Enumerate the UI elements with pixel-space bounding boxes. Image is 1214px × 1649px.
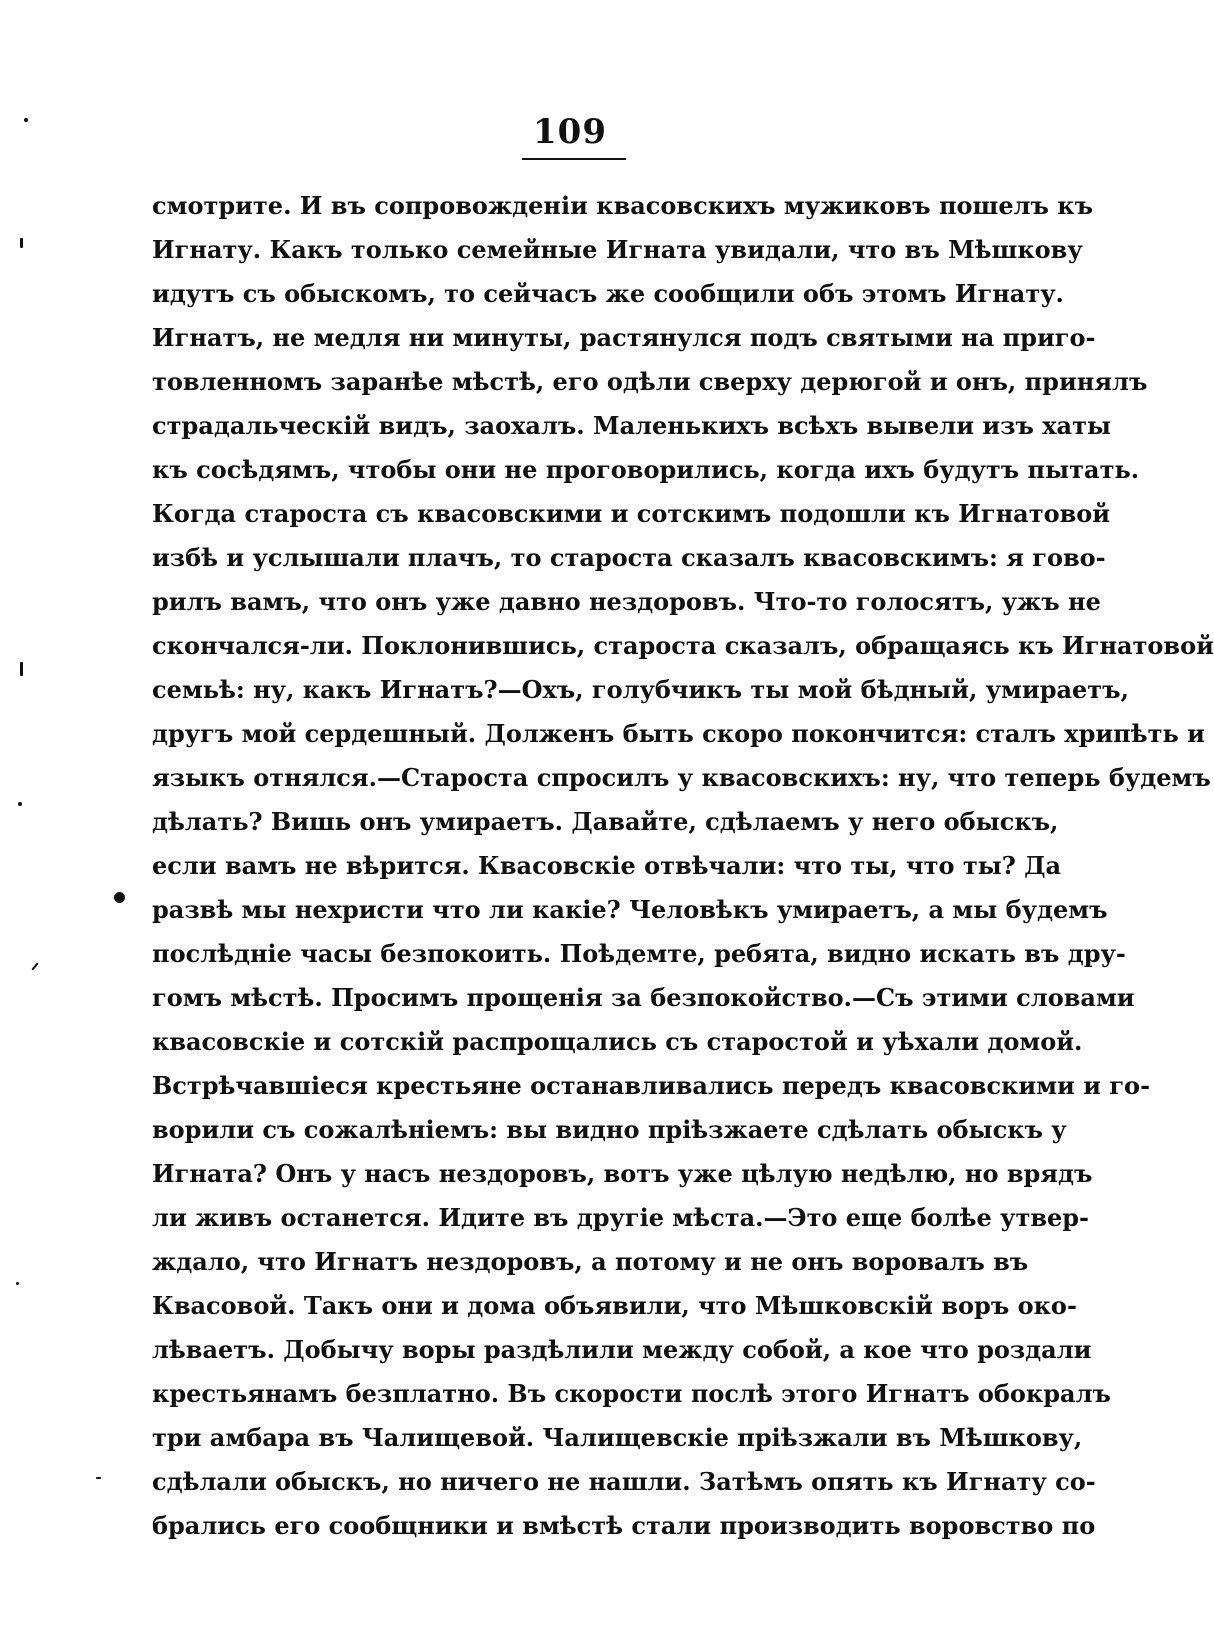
text-line: Когда староста съ квасовскими и сотскимъ подошли къ Игнатовой	[152, 499, 1111, 528]
text-line: послѣдніе часы безпокоить. Поѣдемте, ребята, видно искать въ дру-	[152, 939, 1126, 968]
text-line: Игнатъ, не медля ни минуты, растянулся подъ святыми на приго-	[152, 323, 1096, 352]
body-text	[152, 184, 1214, 1548]
text-line: сдѣлали обыскъ, но ничего не нашли. Затѣмъ опять къ Игнату со-	[152, 1467, 1096, 1496]
text-line: развѣ мы нехристи что ли какіе? Человѣкъ умираетъ, а мы будемъ	[152, 895, 1108, 924]
text-line: другъ мой сердешный. Долженъ быть скоро покончится: сталъ хрипѣть и	[152, 719, 1205, 748]
text-line: Игната? Онъ у насъ нездоровъ, вотъ уже цѣлую недѣлю, но врядъ	[152, 1159, 1093, 1188]
text-line: Встрѣчавшіеся крестьяне останавливались передъ квасовскими и го-	[152, 1071, 1151, 1100]
text-line: идутъ съ обыскомъ, то сейчасъ же сообщили объ этомъ Игнату.	[152, 279, 1064, 308]
scan-speck	[20, 662, 23, 676]
text-line: рилъ вамъ, что онъ уже давно нездоровъ. Что-то голосятъ, ужъ не	[152, 587, 1101, 616]
text-line: ли живъ останется. Идите въ другіе мѣста.—Это еще болѣе утвер-	[152, 1203, 1090, 1232]
text-line: квасовскіе и сотскій распрощались съ старостой и уѣхали домой.	[152, 1027, 1083, 1056]
scan-speck	[16, 1282, 19, 1285]
text-line: крестьянамъ безплатно. Въ скорости послѣ этого Игнатъ обокралъ	[152, 1379, 1111, 1408]
page-number-rule	[522, 158, 626, 160]
text-line: языкъ отнялся.—Староста спросилъ у квасовскихъ: ну, что теперь будемъ	[152, 763, 1211, 792]
text-line: лѣваетъ. Добычу воры раздѣлили между собой, а кое что роздали	[152, 1335, 1092, 1364]
scan-speck	[20, 238, 23, 248]
scan-speck	[24, 118, 28, 122]
text-line: семьѣ: ну, какъ Игнатъ?—Охъ, голубчикъ ты мой бѣдный, умираетъ,	[152, 675, 1129, 704]
text-line: избѣ и услышали плачъ, то староста сказалъ квасовскимъ: я гово-	[152, 543, 1106, 572]
text-line: скончался-ли. Поклонившись, староста сказалъ, обращаясь къ Игнатовой	[152, 631, 1214, 660]
text-line: Игнату. Какъ только семейные Игната увидали, что въ Мѣшкову	[152, 235, 1083, 264]
text-line: товленномъ заранѣе мѣстѣ, его одѣли сверху дерюгой и онъ, принялъ	[152, 367, 1148, 396]
text-line: три амбара въ Чалищевой. Чалищевскіе пріѣзжали въ Мѣшкову,	[152, 1423, 1083, 1452]
text-line: ворили съ сожалѣніемъ: вы видно пріѣзжаете сдѣлать обыскъ у	[152, 1115, 1067, 1144]
text-line: Квасовой. Такъ они и дома объявили, что Мѣшковскій воръ око-	[152, 1291, 1077, 1320]
text-line: если вамъ не вѣрится. Квасовскіе отвѣчали: что ты, что ты? Да	[152, 851, 1062, 880]
scan-speck	[18, 802, 22, 806]
text-line: смотрите. И въ сопровожденіи квасовскихъ мужиковъ пошелъ къ	[152, 191, 1094, 220]
text-line: ждало, что Игнатъ нездоровъ, а потому и не онъ воровалъ въ	[152, 1247, 1029, 1276]
text-line: брались его сообщники и вмѣстѣ стали производить воровство по	[152, 1511, 1096, 1540]
scan-speck	[31, 962, 38, 970]
scan-speck	[96, 1477, 101, 1479]
text-line: гомъ мѣстѣ. Просимъ прощенія за безпокойство.—Съ этими словами	[152, 983, 1135, 1012]
text-line: къ сосѣдямъ, чтобы они не проговорились, когда ихъ будутъ пытать.	[152, 455, 1140, 484]
text-line: страдальческій видъ, заохалъ. Маленькихъ всѣхъ вывели изъ хаты	[152, 411, 1112, 440]
page-number: 109	[533, 112, 607, 152]
text-line: дѣлать? Вишь онъ умираетъ. Давайте, сдѣлаемъ у него обыскъ,	[152, 807, 1059, 836]
scan-speck	[114, 892, 125, 903]
